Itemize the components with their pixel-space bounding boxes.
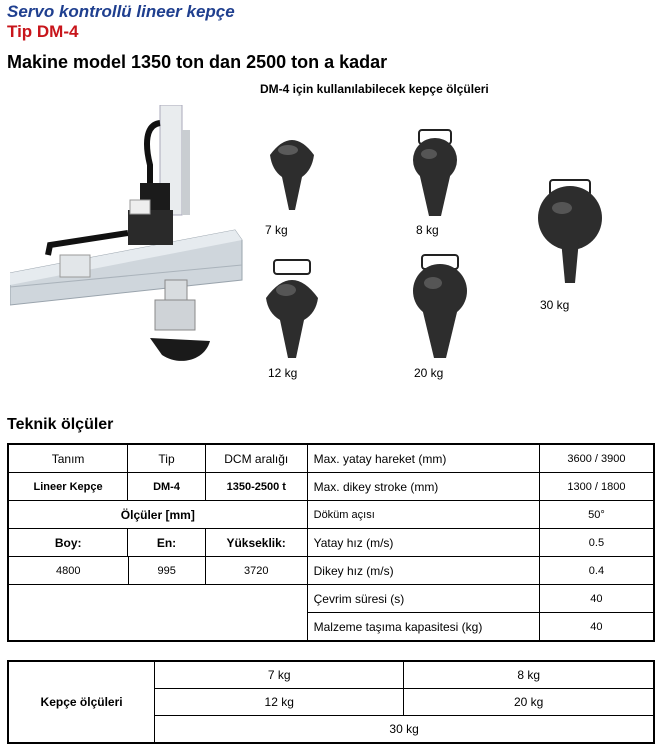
ladle-label-7kg: 7 kg [265,223,288,237]
ladle-size-table [7,660,655,744]
spec-value: 3600 / 3900 [539,444,654,473]
doc-title: Servo kontrollü lineer kepçe [7,2,235,21]
spec-value: 40 [539,585,654,613]
kepce-value: 12 kg [155,689,404,716]
en-value: 995 [128,557,205,584]
ladles-subtitle: DM-4 için kullanılabilecek kepçe ölçüleri [260,82,489,96]
h-en: En: [128,529,205,556]
tech-heading: Teknik ölçüler [7,416,114,433]
tip-value: DM-4 [128,473,206,501]
spec-value: 0.4 [539,557,654,585]
model-range: Makine model 1350 ton dan 2500 ton a kadar [7,52,388,72]
boy-value: 4800 [9,557,128,584]
ladle-7kg-icon [262,125,322,220]
ladle-label-20kg: 20 kg [414,366,444,380]
olculer-header: Ölçüler [mm] [8,501,307,529]
spec-value: 0.5 [539,529,654,557]
ladle-20kg-icon [408,253,473,363]
spec-label: Max. dikey stroke (mm) [307,473,539,501]
ladle-label-8kg: 8 kg [416,223,439,237]
ladle-12kg-icon [262,258,322,363]
spec-label: Malzeme taşıma kapasitesi (kg) [307,613,539,642]
h-dcm: DCM aralığı [205,444,307,473]
spec-value: 1300 / 1800 [539,473,654,501]
spec-value: 50° [539,501,654,529]
kepce-value: 30 kg [155,716,654,744]
yukseklik-value: 3720 [244,564,269,577]
tanim-value: Lineer Kepçe [8,473,128,501]
spec-label: Max. yatay hareket (mm) [307,444,539,473]
h-yukseklik: Yükseklik: [226,535,286,550]
machine-photo [10,105,245,370]
spec-value: 40 [539,613,654,642]
kepce-label: Kepçe ölçüleri [8,661,155,743]
doc-type: Tip DM-4 [7,22,79,41]
spec-label: Çevrim süresi (s) [307,585,539,613]
ladle-8kg-icon [405,128,465,223]
spec-label: Dikey hız (m/s) [307,557,539,585]
spec-table [7,443,655,642]
h-tip: Tip [128,444,206,473]
ladle-label-12kg: 12 kg [268,366,298,380]
kepce-value: 8 kg [404,661,654,689]
kepce-value: 20 kg [404,689,654,716]
spec-label: Yatay hız (m/s) [307,529,539,557]
h-tanim: Tanım [8,444,128,473]
ladle-30kg-icon [535,178,605,288]
empty-cell [8,585,307,642]
spec-label: Döküm açısı [307,501,539,529]
ladle-label-30kg: 30 kg [540,298,570,312]
kepce-value: 7 kg [155,661,404,689]
dcm-value: 1350-2500 t [205,473,307,501]
h-boy: Boy: [9,529,128,556]
